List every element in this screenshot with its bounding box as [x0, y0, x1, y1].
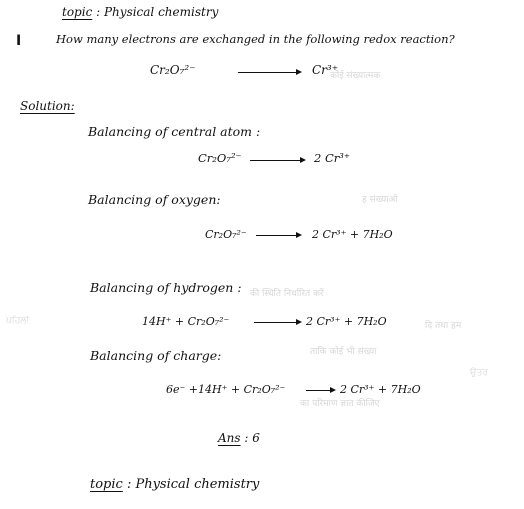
step-2-title: Balancing of oxygen: — [88, 192, 221, 207]
step-2-rhs: 2 Cr³⁺ + 7H₂O — [312, 228, 393, 241]
reaction-arrow — [256, 235, 300, 236]
answer — [218, 432, 260, 444]
reaction-arrow — [238, 72, 300, 73]
step-1-lhs: Cr₂O₇²⁻ — [198, 151, 242, 165]
reaction-arrow — [306, 390, 334, 391]
topic-heading-top — [62, 6, 218, 18]
step-3-lhs: 14H⁺ + Cr₂O₇²⁻ — [142, 315, 230, 328]
question-number: I — [16, 33, 22, 49]
question-text: How many electrons are exchanged in the following redox reaction? — [56, 32, 455, 46]
topic-value: : Physical chemistry — [96, 5, 219, 19]
step-4-rhs: 2 Cr³⁺ + 7H₂O — [340, 383, 421, 396]
step-4-lhs: 6e⁻ +14H⁺ + Cr₂O₇²⁻ — [166, 383, 286, 396]
topic-heading-bottom — [90, 478, 259, 491]
step-4-title: Balancing of charge: — [90, 348, 222, 363]
step-3-title: Balancing of hydrogen : — [90, 280, 242, 295]
step-3-rhs: 2 Cr³⁺ + 7H₂O — [306, 315, 387, 328]
main-reaction-rhs: Cr³⁺ — [312, 63, 339, 77]
reaction-arrow — [250, 160, 304, 161]
step-1-rhs: 2 Cr³⁺ — [314, 151, 350, 165]
solution-label: Solution: — [20, 99, 75, 113]
step-2-lhs: Cr₂O₇²⁻ — [205, 228, 247, 241]
topic-label: topic — [90, 477, 123, 492]
reaction-arrow — [254, 322, 300, 323]
main-reaction-lhs: Cr₂O₇²⁻ — [150, 63, 196, 77]
step-1-title: Balancing of central atom : — [88, 124, 261, 139]
answer-value: : 6 — [244, 431, 260, 445]
answer-label: Ans — [218, 431, 241, 445]
topic-value: : Physical chemistry — [126, 477, 260, 492]
topic-label: topic — [62, 5, 93, 19]
